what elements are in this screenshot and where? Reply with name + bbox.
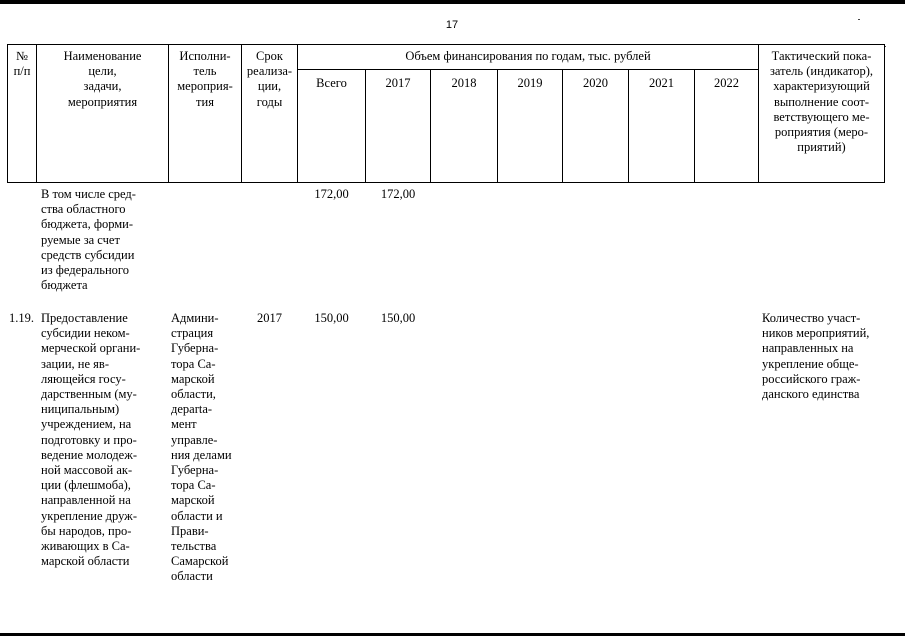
header-num: № п/п [13, 49, 31, 79]
row-total: 150,00 [314, 311, 349, 325]
header-funding-title: Объем финансирования по годам, тыс. рублей [405, 49, 651, 63]
row-name: В том числе сред- ства областного бюджета, форми- руемые за счет средств субсидии из федерального бюджета [41, 187, 136, 293]
header-executor: Исполни- тель мероприя- тия [177, 49, 233, 109]
header-year-2021: 2021 [649, 76, 674, 90]
header-year-2019: 2019 [517, 76, 543, 90]
page-number: 17 [445, 19, 459, 31]
scan-speck [858, 19, 860, 20]
row-term: 2017 [257, 311, 282, 325]
header-year-2018: 2018 [451, 76, 477, 90]
row-2017: 172,00 [380, 187, 416, 201]
scan-top-edge [0, 0, 905, 4]
header-year-2017: 2017 [385, 76, 411, 90]
row-indicator: Количество участ- ников мероприятий, направленных на укрепление обще- российского граж- данского единства [762, 311, 870, 402]
header-year-2022: 2022 [714, 76, 739, 90]
row-total: 172,00 [314, 187, 349, 201]
header-indicator: Тактический пока- затель (индикатор), характеризующий выполнение соот- ветствующего ме- роприятия (меро- приятий) [769, 49, 874, 155]
header-name: Наименование цели, задачи, мероприятия [63, 49, 142, 109]
row-2017: 150,00 [380, 311, 416, 325]
header-total: Всего [316, 76, 347, 90]
row-name: Предоставление субсидии неком- мерческой органи- зации, не яв- ляющейся госу- дарственным (му- ниципальным) учреждением, на подготовку и про- ведение молодеж- ной массовой ак- ции (флешмоба), направленной на укрепление друж- бы народов, про- живающих в Са- марской области [41, 311, 141, 569]
header-year-2020: 2020 [583, 76, 608, 90]
header-term: Срок реализа- ции, годы [246, 49, 293, 109]
scan-bottom-edge [0, 633, 905, 636]
row-executor: Админи- страция Губерна- тора Са- марской области, деparta- мент управле- ния делами Губерна- тора Са- марской области и Прави- тельства Самарской области [171, 311, 232, 584]
scan-speck [884, 46, 886, 47]
row-num: 1.19. [9, 311, 34, 325]
